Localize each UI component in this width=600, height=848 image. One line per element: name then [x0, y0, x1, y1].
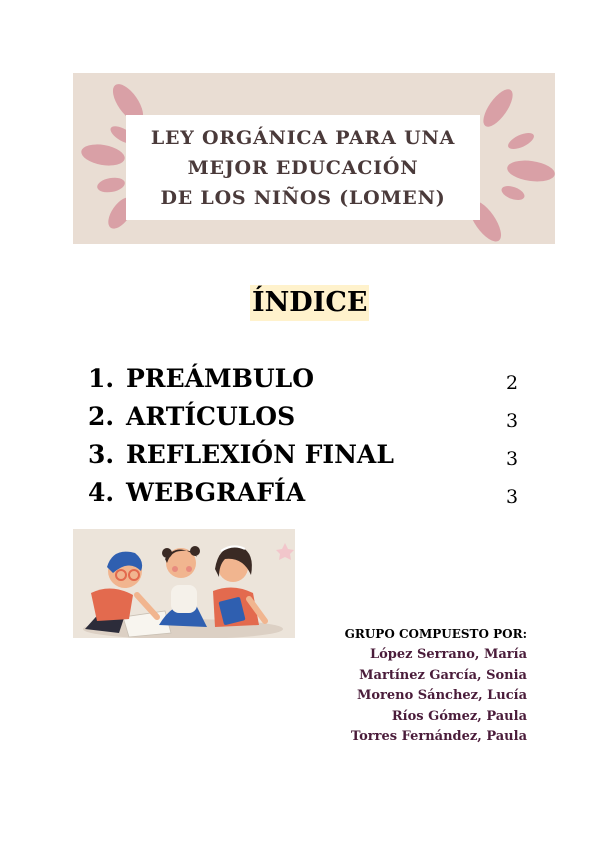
toc-label: REFLEXIÓN FINAL [126, 440, 394, 469]
toc-entry[interactable] [88, 360, 528, 398]
toc-page-number: 3 [506, 410, 519, 432]
table-of-contents [88, 360, 528, 512]
toc-entry[interactable] [88, 474, 528, 512]
toc-page-number: 3 [506, 448, 519, 470]
toc-label: PREÁMBULO [126, 364, 314, 393]
toc-number: 3. [88, 440, 115, 469]
kids-drawing [73, 529, 295, 638]
toc-number: 2. [88, 402, 115, 431]
group-member: Torres Fernández, Paula [350, 729, 527, 744]
group-member: López Serrano, María [369, 647, 527, 662]
title-line-1: LEY ORGÁNICA PARA UNA [150, 126, 456, 149]
toc-entry[interactable] [88, 398, 528, 436]
group-member: Ríos Gómez, Paula [391, 708, 527, 724]
title-banner [73, 73, 555, 244]
children-learning-illustration [73, 529, 295, 638]
group-member: Moreno Sánchez, Lucía [356, 688, 527, 703]
toc-label: ARTÍCULOS [126, 402, 296, 431]
group-members-block [345, 624, 527, 748]
group-member: Martínez García, Sonia [359, 667, 527, 683]
toc-number: 1. [88, 364, 115, 393]
toc-label: WEBGRAFÍA [126, 478, 306, 507]
group-title: GRUPO COMPUESTO POR: [344, 627, 527, 641]
title-box [126, 115, 480, 220]
title-line-3: DE LOS NIÑOS (LOMEN) [160, 186, 446, 209]
index-heading: ÍNDICE [250, 285, 369, 321]
toc-page-number: 3 [506, 486, 519, 508]
toc-page-number: 2 [506, 372, 519, 394]
title-line-2: MEJOR EDUCACIÓN [187, 156, 419, 179]
toc-entry[interactable] [88, 436, 528, 474]
toc-number: 4. [88, 478, 115, 507]
